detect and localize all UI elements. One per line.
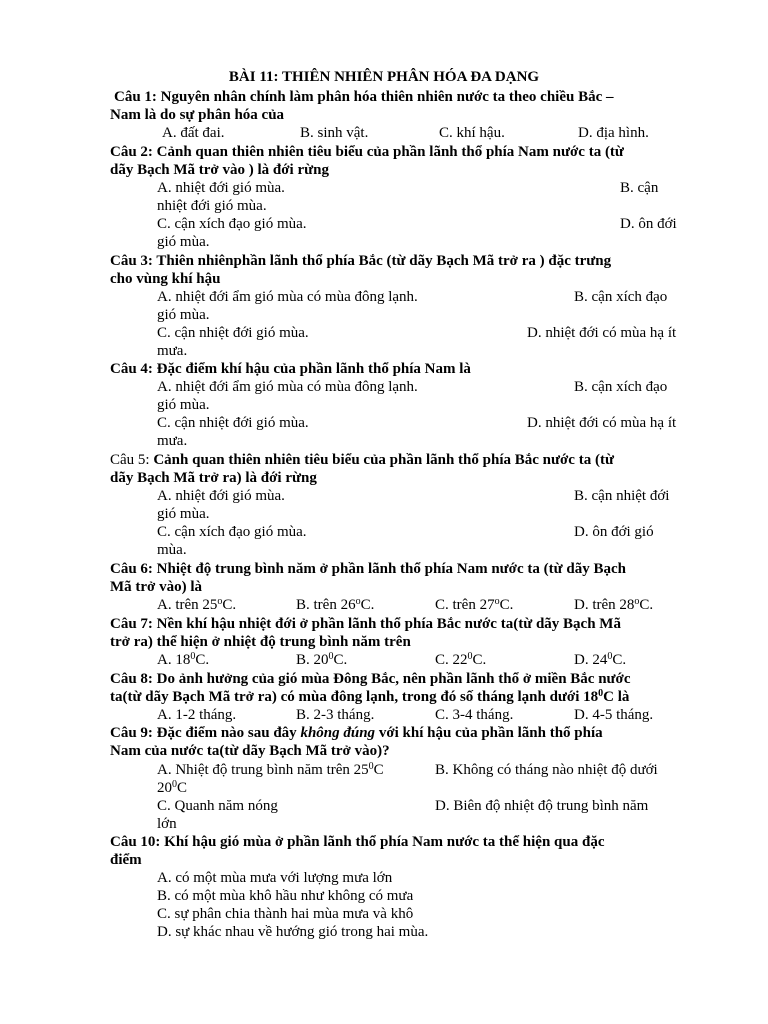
q7-option-a: A. $18^0C$.: [157, 651, 210, 668]
q5-option-b: B. cận nhiệt đới: [574, 488, 670, 504]
q3-option-d: D. nhiệt đới có mùa hạ ít: [527, 325, 677, 341]
q1-option-c: C. khí hậu.: [439, 125, 505, 141]
question-3-line-2: cho vùng khí hậu: [110, 271, 221, 287]
question-1-line-1: Câu 1: Nguyên nhân chính làm phân hóa thiên nhiên nước ta theo chiều Bắc –: [114, 89, 614, 105]
q1-option-a: A. đất đai.: [162, 125, 225, 141]
q4-option-c: C. cận nhiệt đới gió mùa.: [157, 415, 309, 431]
q7-option-b: B. $20^0C$.: [296, 651, 348, 668]
q10-option-a: A. có một mùa mưa với lượng mưa lớn: [157, 870, 393, 886]
question-2-line-2: dãy Bạch Mã trở vào ) là đới rừng: [110, 162, 329, 178]
q6-option-b: B. trên 26$^o$C.: [296, 596, 375, 613]
q5-prefix: Câu 5:: [110, 452, 154, 468]
q4-option-b-cont: gió mùa.: [157, 397, 210, 413]
q3-option-c: C. cận nhiệt đới gió mùa.: [157, 325, 309, 341]
q10-option-d: D. sự khác nhau về hướng gió trong hai mùa.: [157, 924, 429, 940]
q5-option-b-cont: gió mùa.: [157, 506, 210, 522]
q8-option-a: A. 1-2 tháng.: [157, 707, 237, 723]
q6-option-d: D. trên 28$^o$C.: [574, 596, 654, 613]
q5-option-d: D. ôn đới gió: [574, 524, 654, 540]
q7-option-d: D. $24^0C$.: [574, 651, 627, 668]
q2-option-d-cont: gió mùa.: [157, 234, 210, 250]
q9-option-c: C. Quanh năm nóng: [157, 798, 278, 814]
q2-option-c: C. cận xích đạo gió mùa.: [157, 216, 307, 232]
q10-option-b: B. có một mùa khô hầu như không có mưa: [157, 888, 414, 904]
q4-option-b: B. cận xích đạo: [574, 379, 668, 395]
question-2-line-1: Câu 2: Cảnh quan thiên nhiên tiêu biểu của phần lãnh thổ phía Nam nước ta (từ: [110, 144, 624, 160]
question-8-line-1: Câu 8: Do ảnh hưởng của gió mùa Đông Bắc, nên phần lãnh thổ ở miền Bắc nước: [110, 671, 631, 687]
q4-option-d-cont: mưa.: [157, 433, 188, 449]
q10-option-c: C. sự phân chia thành hai mùa mưa và khô: [157, 906, 414, 922]
question-9-line-1: Câu 9: Đặc điểm nào sau đây không đúng với khí hậu của phần lãnh thổ phía: [110, 725, 603, 741]
question-7-line-2: trở ra) thể hiện ở nhiệt độ trung bình năm trên: [110, 634, 411, 650]
question-7-line-1: Câu 7: Nền khí hậu nhiệt đới ở phần lãnh thổ phía Bắc nước ta(từ dãy Bạch Mã: [110, 616, 621, 632]
question-6-line-1: Câu 6: Nhiệt độ trung bình năm ở phần lãnh thổ phía Nam nước ta (từ dãy Bạch: [110, 561, 626, 577]
q2-option-d: D. ôn đới: [620, 216, 677, 232]
q2-option-b-cont: nhiệt đới gió mùa.: [157, 198, 267, 214]
q8-option-c: C. 3-4 tháng.: [435, 707, 514, 723]
q2-option-a: A. nhiệt đới gió mùa.: [157, 180, 285, 196]
question-5-line-2: dãy Bạch Mã trở ra) là đới rừng: [110, 470, 317, 486]
question-6-line-2: Mã trở vào) là: [110, 579, 203, 595]
q5-stem: Cảnh quan thiên nhiên tiêu biểu của phần lãnh thổ phía Bắc nước ta (từ: [153, 452, 614, 468]
q5-option-d-cont: mùa.: [157, 542, 187, 558]
question-9-line-2: Nam của nước ta(từ dãy Bạch Mã trở vào)?: [110, 743, 390, 759]
q6-option-c: C. trên 27$^o$C.: [435, 596, 514, 613]
q2-option-b: B. cận: [620, 180, 659, 196]
q9-emphasis: không đúng: [300, 725, 376, 741]
q9-option-a: A. Nhiệt độ trung bình năm trên $25^0C$: [157, 761, 384, 778]
q3-option-b: B. cận xích đạo: [574, 289, 668, 305]
question-4-line-1: Câu 4: Đặc điểm khí hậu của phần lãnh thổ phía Nam là: [110, 361, 471, 377]
q4-option-d: D. nhiệt đới có mùa hạ ít: [527, 415, 677, 431]
q5-option-a: A. nhiệt đới gió mùa.: [157, 488, 285, 504]
question-10-line-2: điểm: [110, 852, 142, 868]
page-title: BÀI 11: THIÊN NHIÊN PHÂN HÓA ĐA DẠNG: [228, 69, 540, 85]
q3-option-a: A. nhiệt đới ẩm gió mùa có mùa đông lạnh.: [157, 289, 418, 305]
q5-option-c: C. cận xích đạo gió mùa.: [157, 524, 307, 540]
question-1-line-2: Nam là do sự phân hóa của: [110, 107, 285, 123]
question-10-line-1: Câu 10: Khí hậu gió mùa ở phần lãnh thổ phía Nam nước ta thể hiện qua đặc: [110, 834, 605, 850]
q9-option-d: D. Biên độ nhiệt độ trung bình năm: [435, 798, 649, 814]
q9-option-b: B. Không có tháng nào nhiệt độ dưới: [435, 762, 658, 778]
q4-option-a: A. nhiệt đới ẩm gió mùa có mùa đông lạnh.: [157, 379, 418, 395]
question-8-line-2: ta(từ dãy Bạch Mã trở ra) có mùa đông lạnh, trong đó số tháng lạnh dưới $18^0C$ là: [110, 688, 630, 705]
q9-option-b-cont: $20^0C$: [157, 779, 188, 796]
question-5-line-1: [110, 451, 690, 469]
q3-option-b-cont: gió mùa.: [157, 307, 210, 323]
q1-option-d: D. địa hình.: [578, 125, 649, 141]
q6-option-a: A. trên 25$^o$C.: [157, 596, 237, 613]
q8-option-d: D. 4-5 tháng.: [574, 707, 654, 723]
q8-option-b: B. 2-3 tháng.: [296, 707, 375, 723]
q1-option-b: B. sinh vật.: [300, 125, 369, 141]
question-3-line-1: Câu 3: Thiên nhiênphần lãnh thổ phía Bắc (từ dãy Bạch Mã trở ra ) đặc trưng: [110, 253, 612, 269]
q7-option-c: C. $22^0C$.: [435, 651, 487, 668]
q9-option-d-cont: lớn: [157, 816, 177, 832]
q3-option-d-cont: mưa.: [157, 343, 188, 359]
